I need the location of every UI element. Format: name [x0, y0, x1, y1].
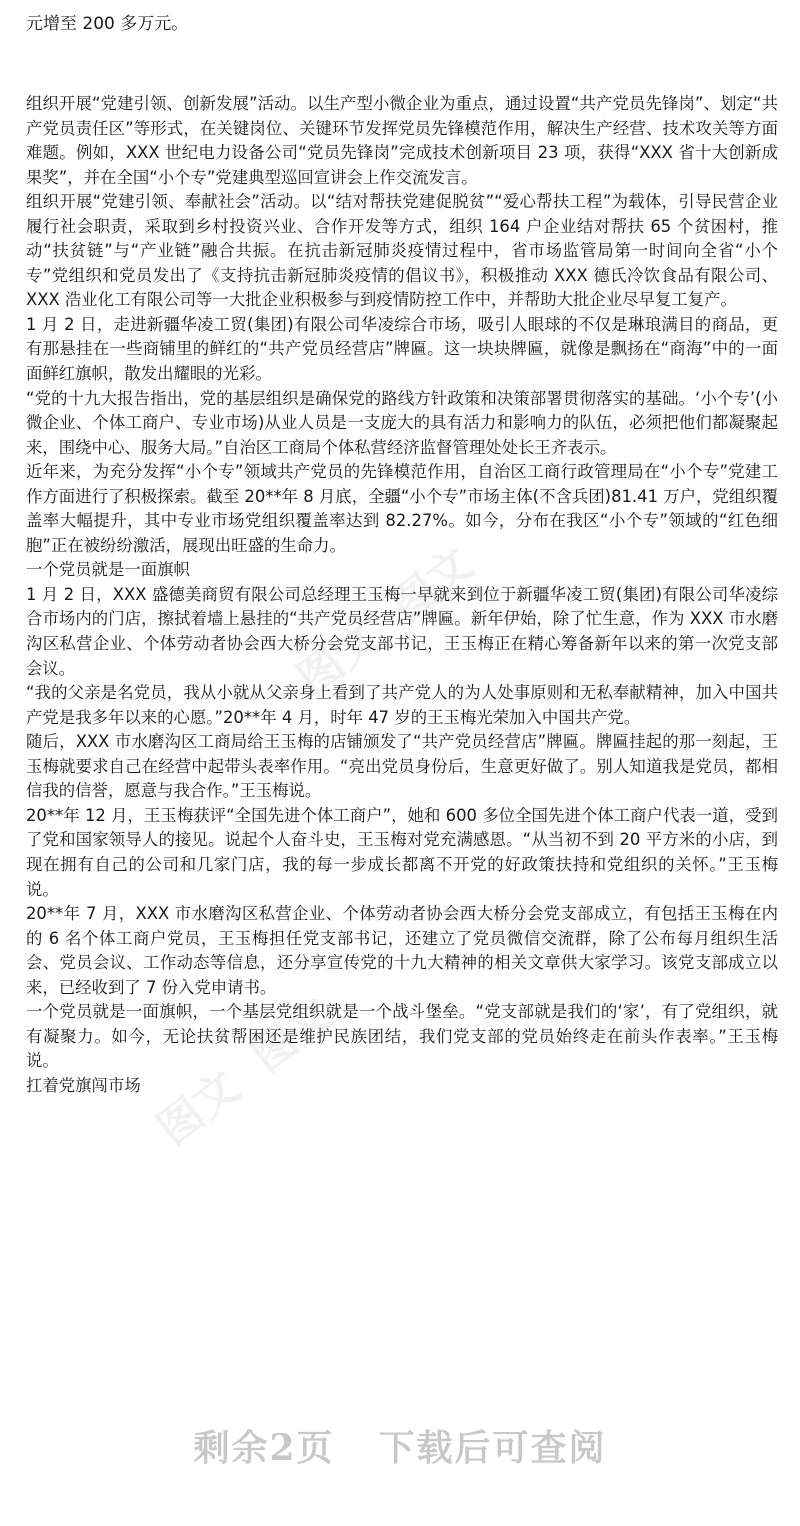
- download-to-view-label: 下载后可查阅: [378, 1427, 607, 1469]
- document-body: [26, 92, 778, 1098]
- paragraph: 一个党员就是一面旗帜，一个基层党组织就是一个战斗堡垒。“党支部就是我们的‘家’，有了党组织，就有凝聚力。如今，无论扶贫帮困还是维护民族团结，我们党支部的党员始终走在前头作表率。”王玉梅说。: [26, 1002, 778, 1071]
- watermark-graphic: 图文 图文: [148, 987, 343, 1156]
- download-prompt-banner[interactable]: [0, 1420, 800, 1480]
- top-fragment-text: 元增至 200 多万元。: [26, 14, 189, 34]
- section-heading: 扛着党旗闯市场: [26, 1075, 141, 1095]
- remaining-pages-label: 剩余2页: [193, 1427, 335, 1469]
- paragraph: “我的父亲是名党员，我从小就从父亲身上看到了共产党人的为人处事原则和无私奉献精神，加入中国共产党是我多年以来的心愿。”20**年 4 月，时年 47 岁的王玉梅光荣加入中国共产党。: [26, 683, 778, 727]
- paragraph: 1 月 2 日，走进新疆华凌工贸(集团)有限公司华凌综合市场，吸引人眼球的不仅是琳琅满目的商品，更有那悬挂在一些商铺里的鲜红的“共产党员经营店”牌匾。这一块块牌匾，就像是飘扬在“商海”中的一面面鲜红旗帜，散发出耀眼的光彩。: [26, 314, 778, 384]
- paragraph: 1 月 2 日，XXX 盛德美商贸有限公司总经理王玉梅一早就来到位于新疆华凌工贸(集团)有限公司华凌综合市场内的门店，擦拭着墙上悬挂的“共产党员经营店”牌匾。新年伊始，除了忙生意，作为 XXX 市水磨沟区私营企业、个体劳动者协会西大桥分会党支部书记，王玉梅正在精心筹备新年以来的第一次党支部会议。: [26, 584, 778, 678]
- paragraph: 近年来，为充分发挥“小个专”领域共产党员的先锋模范作用，自治区工商行政管理局在“小个专”党建工作方面进行了积极探索。截至 20**年 8 月底，全疆“小个专”市场主体(不含兵团)81.41 万户，党组织覆盖率大幅提升，其中专业市场党组织覆盖率达到 82.27%。如今，分布在我区“小个专”领域的“红色细胞”正在被纷纷激活，展现出旺盛的生命力。: [26, 462, 778, 555]
- section-heading: 一个党员就是一面旗帜: [26, 560, 190, 580]
- paragraph: 随后，XXX 市水磨沟区工商局给王玉梅的店铺颁发了“共产党员经营店”牌匾。牌匾挂起的那一刻起，王玉梅就要求自己在经营中起带头表率作用。“亮出党员身份后，生意更好做了。别人知道我是党员，都相信我的信誉，愿意与我合作。”王玉梅说。: [26, 732, 778, 801]
- paragraph: 组织开展“党建引领、奉献社会”活动。以“结对帮扶党建促脱贫”“爱心帮扶工程”为载体，引导民营企业履行社会职责，采取到乡村投资兴业、合作开发等方式，组织 164 户企业结对帮扶 65 个贫困村，推动“扶贫链”与“产业链”融合共振。在抗击新冠肺炎疫情过程中，省市场监管局第一时间向全省“小个专”党组织和党员发出了《支持抗击新冠肺炎疫情的倡议书》，积极推动 XXX 德氏冷饮食品有限公司、XXX 浩业化工有限公司等一大批企业积极参与到疫情防控工作中，并帮助大批企业尽早复工复产。: [26, 192, 778, 310]
- watermark-graphic: 图文 图文: [288, 537, 483, 706]
- paragraph: 组织开展“党建引领、创新发展”活动。以生产型小微企业为重点，通过设置“共产党员先锋岗”、划定“共产党员责任区”等形式，在关键岗位、关键环节发挥党员先锋模范作用，解决生产经营、技术攻关等方面难题。例如，XXX 世纪电力设备公司“党员先锋岗”完成技术创新项目 23 项，获得“XXX 省十大创新成果奖”，并在全国“小个专”党建典型巡回宣讲会上作交流发言。: [26, 94, 778, 187]
- paragraph: 20**年 7 月，XXX 市水磨沟区私营企业、个体劳动者协会西大桥分会党支部成立，有包括王玉梅在内的 6 名个体工商户党员，王玉梅担任党支部书记，还建立了党员微信交流群，除了公布每月组织生活会、党员会议、工作动态等信息，还分享宣传党的十九大精神的相关文章供大家学习。该党支部成立以来，已经收到了 7 份入党申请书。: [26, 904, 778, 997]
- paragraph: “党的十九大报告指出，党的基层组织是确保党的路线方针政策和决策部署贯彻落实的基础。‘小个专’(小微企业、个体工商户、专业市场)从业人员是一支庞大的具有活力和影响力的队伍，必须把他们都凝聚起来，围绕中心、服务大局。”自治区工商局个体私营经济监督管理处处长王齐表示。: [26, 388, 778, 457]
- cut-off-top-line: [26, 0, 778, 34]
- paragraph: 20**年 12 月，王玉梅获评“全国先进个体工商户”，她和 600 多位全国先进个体工商户代表一道，受到了党和国家领导人的接见。说起个人奋斗史，王玉梅对党充满感恩。“从当初不到 20 平方米的小店，到现在拥有自己的公司和几家门店，我的每一步成长都离不开党的好政策扶持和党组织的关怀。”王玉梅说。: [26, 805, 778, 899]
